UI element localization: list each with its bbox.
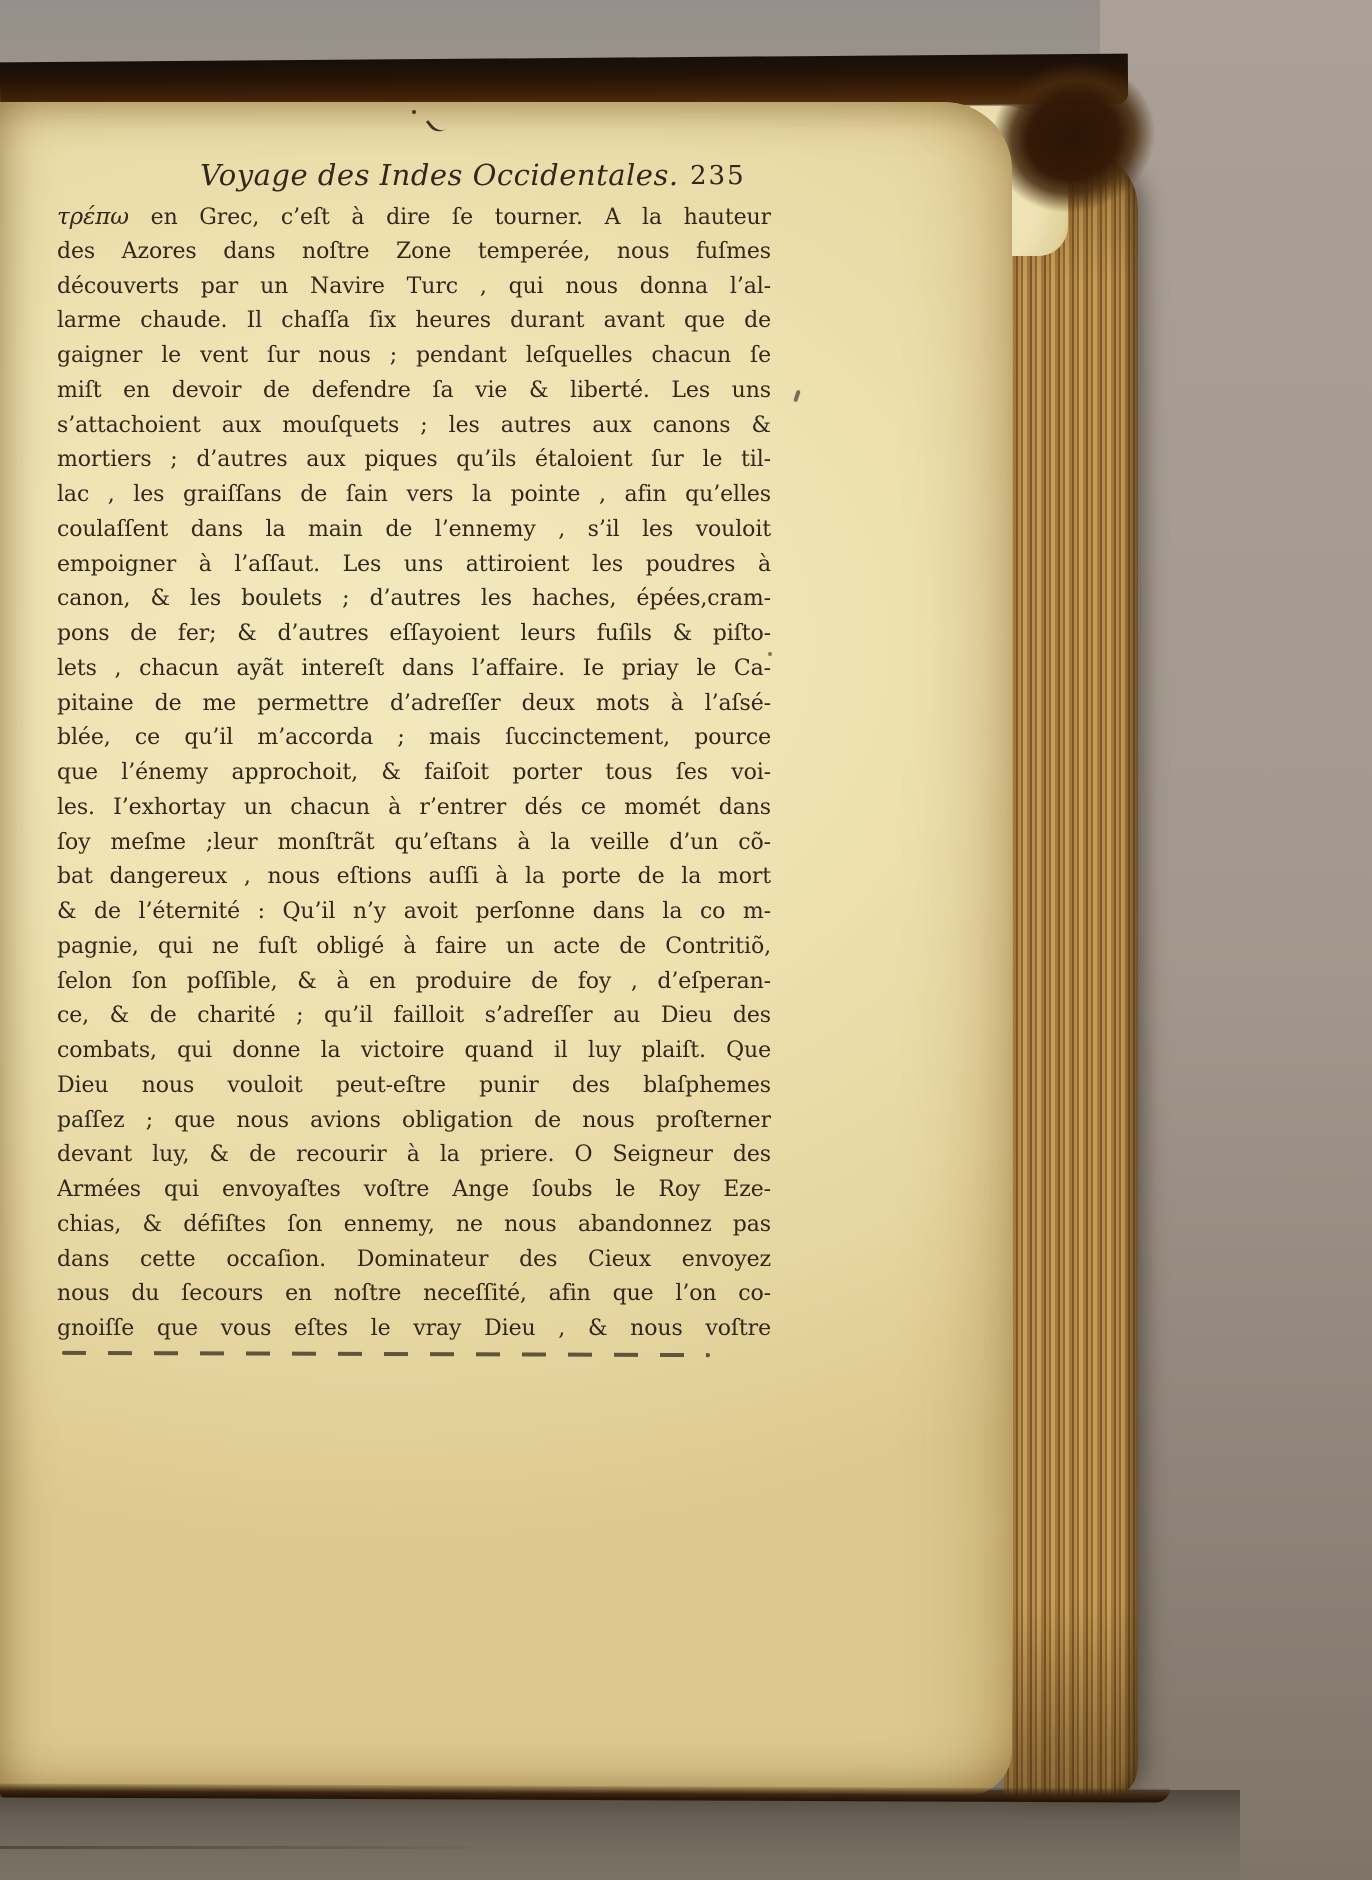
text-line: empoigner à l’aſſaut. Les uns attiroient les poudres à (57, 551, 771, 577)
text-line: ſelon ſon poſſible, & à en produire de foy , d’eſperan- (57, 968, 771, 994)
running-header (57, 158, 771, 200)
page-title: Voyage des Indes Occidentales. (200, 158, 679, 192)
text-line: découverts par un Navire Turc , qui nous donna l’al- (57, 273, 771, 299)
ink-speck (768, 652, 772, 656)
text-line: pons de fer; & d’autres eſſayoient leurs fuſils & piſto- (57, 621, 771, 646)
text-line: des Azores dans noſtre Zone temperée, nous fuſmes (57, 238, 771, 264)
text-line: blée, ce qu’il m’accorda ; mais ſuccinctement, pource (57, 725, 771, 751)
text-line: miſt en devoir de defendre ſa vie & liberté. Les uns (57, 377, 771, 403)
text-line: larme chaude. Il chaſſa ſix heures durant avant que de (57, 308, 771, 334)
text-line: ſoy meſme ;leur monſtrãt qu’eſtans à la veille d’un cõ- (57, 829, 771, 855)
text-line: gaigner le vent ſur nous ; pendant leſquelles chacun ſe (57, 343, 771, 368)
text-line: canon, & les boulets ; d’autres les haches, épées,cram- (57, 586, 771, 612)
shadow-line (0, 1846, 470, 1849)
text-line: les. I’exhortay un chacun à r’entrer dés ce momét dans (57, 794, 771, 820)
photo-background-right (1100, 0, 1372, 1880)
page-number: 235 (690, 161, 746, 191)
text-line: coulaſſent dans la main de l’ennemy , s’il les vouloit (57, 516, 771, 542)
text-line: mortiers ; d’autres aux piques qu’ils étaloient ſur le til- (57, 447, 771, 473)
body-text (57, 200, 771, 1347)
text-line: gnoiſſe que vous eſtes le vray Dieu , & nous voſtre (57, 1316, 771, 1341)
text-line: ce, & de charité ; qu’il failloit s’adreſſer au Dieu des (57, 1003, 771, 1029)
text-line: pitaine de me permettre d’adreſſer deux mots à l’aſsé- (57, 690, 771, 716)
text-line: bat dangereux , nous eſtions auſſi à la porte de la mort (57, 864, 771, 890)
text-line: paſſez ; que nous avions obligation de nous proſterner (57, 1107, 771, 1133)
text-line: Armées qui envoyaſtes voſtre Ange ſoubs le Roy Eze- (57, 1177, 771, 1202)
greek-word: τρέπω (57, 200, 129, 235)
text-line: Dieu nous vouloit peut-eſtre punir des blaſphemes (57, 1072, 771, 1098)
ink-speck (412, 110, 416, 114)
text-line: dans cette occaſion. Dominateur des Cieux envoyez (57, 1246, 771, 1272)
text-line: chias, & défiſtes ſon ennemy, ne nous abandonnez pas (57, 1211, 771, 1237)
text-line: lac , les graiſſans de ſain vers la pointe , afin qu’elles (57, 482, 771, 507)
text-line: lets , chacun ayãt intereſt dans l’affaire. Ie priay le Ca- (57, 655, 771, 681)
book-shadow (0, 1790, 1240, 1880)
page-text (57, 158, 771, 1347)
text-line: & de l’éternité : Qu’il n’y avoit perſonne dans la co m- (57, 899, 771, 924)
text-line: s’attachoient aux mouſquets ; les autres aux canons & (57, 412, 771, 438)
text-line: pagnie, qui ne fuſt obligé à faire un acte de Contritiõ, (57, 933, 771, 959)
text-line: que l’énemy approchoit, & faiſoit porter tous ſes voi- (57, 760, 771, 785)
text-line: devant luy, & de recourir à la priere. O Seigneur des (57, 1142, 771, 1168)
text-line: nous du ſecours en noſtre neceſſité, afin que l’on co- (57, 1281, 771, 1307)
book-fore-edge (1004, 150, 1138, 1800)
text-line: τρέπω en Grec, c’eſt à dire ſe tourner. A la hauteur (57, 200, 771, 235)
text-line: combats, qui donne la victoire quand il luy plaiſt. Que (57, 1038, 771, 1063)
